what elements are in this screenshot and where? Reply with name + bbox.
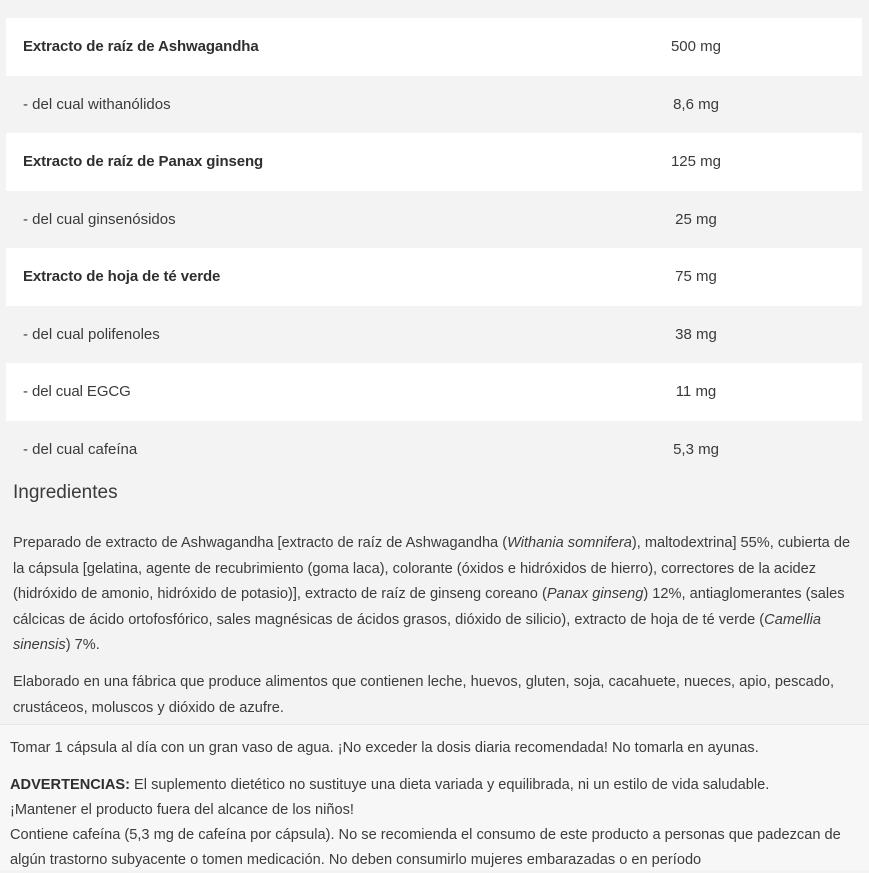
keep-away-text: ¡Mantener el producto fuera del alcance de los niños! bbox=[10, 802, 354, 818]
row-amount: 8,6 mg bbox=[673, 95, 719, 113]
latin-name: Withania somnifera bbox=[507, 535, 632, 551]
caffeine-text: Contiene cafeína (5,3 mg de cafeína por cápsula). No se recomienda el consumo de este producto a personas que padezcan de algún trastorno subyacente o tomen medicación. No deben consumirlo mujeres embarazadas o en período bbox=[10, 827, 841, 868]
row-name: - del cual polifenoles bbox=[23, 325, 160, 343]
ingredients-paragraph bbox=[13, 531, 863, 659]
warnings-text bbox=[10, 773, 862, 873]
row-name: - del cual cafeína bbox=[23, 440, 138, 458]
row-name: - del cual EGCG bbox=[23, 383, 131, 401]
table-row bbox=[6, 76, 862, 134]
usage-section bbox=[0, 724, 869, 870]
table-row bbox=[6, 191, 862, 249]
row-name: Extracto de raíz de Panax ginseng bbox=[23, 153, 264, 171]
latin-name: Panax ginseng bbox=[546, 586, 644, 602]
row-amount: 125 mg bbox=[670, 153, 722, 171]
table-row bbox=[6, 18, 862, 76]
text-segment: Preparado de extracto de Ashwagandha [extracto de raíz de Ashwagandha ( bbox=[13, 535, 508, 551]
text-segment: ) 7%. bbox=[65, 637, 100, 653]
row-amount: 5,3 mg bbox=[673, 440, 719, 458]
text-segment: ) 12%, antiaglomerantes (sales cálcicas de ácido ortofosfórico, sales magnésicas de ácidos grasos, dióxido de silicio), extracto de hoja de té verde ( bbox=[13, 586, 845, 628]
ingredients-heading: Ingredientes bbox=[13, 482, 118, 503]
row-name: - del cual withanólidos bbox=[23, 95, 171, 113]
warning-text: El suplemento dietético no sustituye una dieta variada y equilibrada, ni un estilo de vida saludable. bbox=[130, 777, 770, 793]
row-name: - del cual ginsenósidos bbox=[23, 210, 176, 228]
row-name: Extracto de hoja de té verde bbox=[23, 268, 221, 286]
table-row bbox=[6, 306, 862, 364]
row-amount: 75 mg bbox=[675, 268, 717, 286]
row-name: Extracto de raíz de Ashwagandha bbox=[23, 38, 259, 56]
row-amount: 11 mg bbox=[675, 383, 717, 401]
table-row bbox=[6, 363, 862, 421]
row-amount: 500 mg bbox=[670, 38, 722, 56]
row-amount: 25 mg bbox=[675, 210, 717, 228]
nutrition-table bbox=[6, 18, 862, 478]
table-row bbox=[6, 248, 862, 306]
text-segment: ), maltodextrina] 55%, cubierta de la cápsula [gelatina, agente de recubrimiento (goma laca), colorante (óxidos e hidróxidos de hierro), correctores de la acidez (hidróxido de amonio, hidróxido de potasio)], extracto de raíz de ginseng coreano ( bbox=[13, 535, 851, 602]
dosage-text: Tomar 1 cápsula al día con un gran vaso de agua. ¡No exceder la dosis diaria recomendada! No tomarla en ayunas. bbox=[10, 740, 759, 756]
allergen-paragraph: Elaborado en una fábrica que produce alimentos que contienen leche, huevos, gluten, soja, cacahuete, nueces, apio, pescado, crustáceos, moluscos y dióxido de azufre. bbox=[13, 674, 835, 716]
latin-name: Camellia sinensis bbox=[13, 611, 821, 653]
table-row bbox=[6, 133, 862, 191]
table-row bbox=[6, 421, 862, 479]
row-amount: 38 mg bbox=[675, 325, 717, 343]
warning-label: ADVERTENCIAS: bbox=[10, 777, 130, 793]
